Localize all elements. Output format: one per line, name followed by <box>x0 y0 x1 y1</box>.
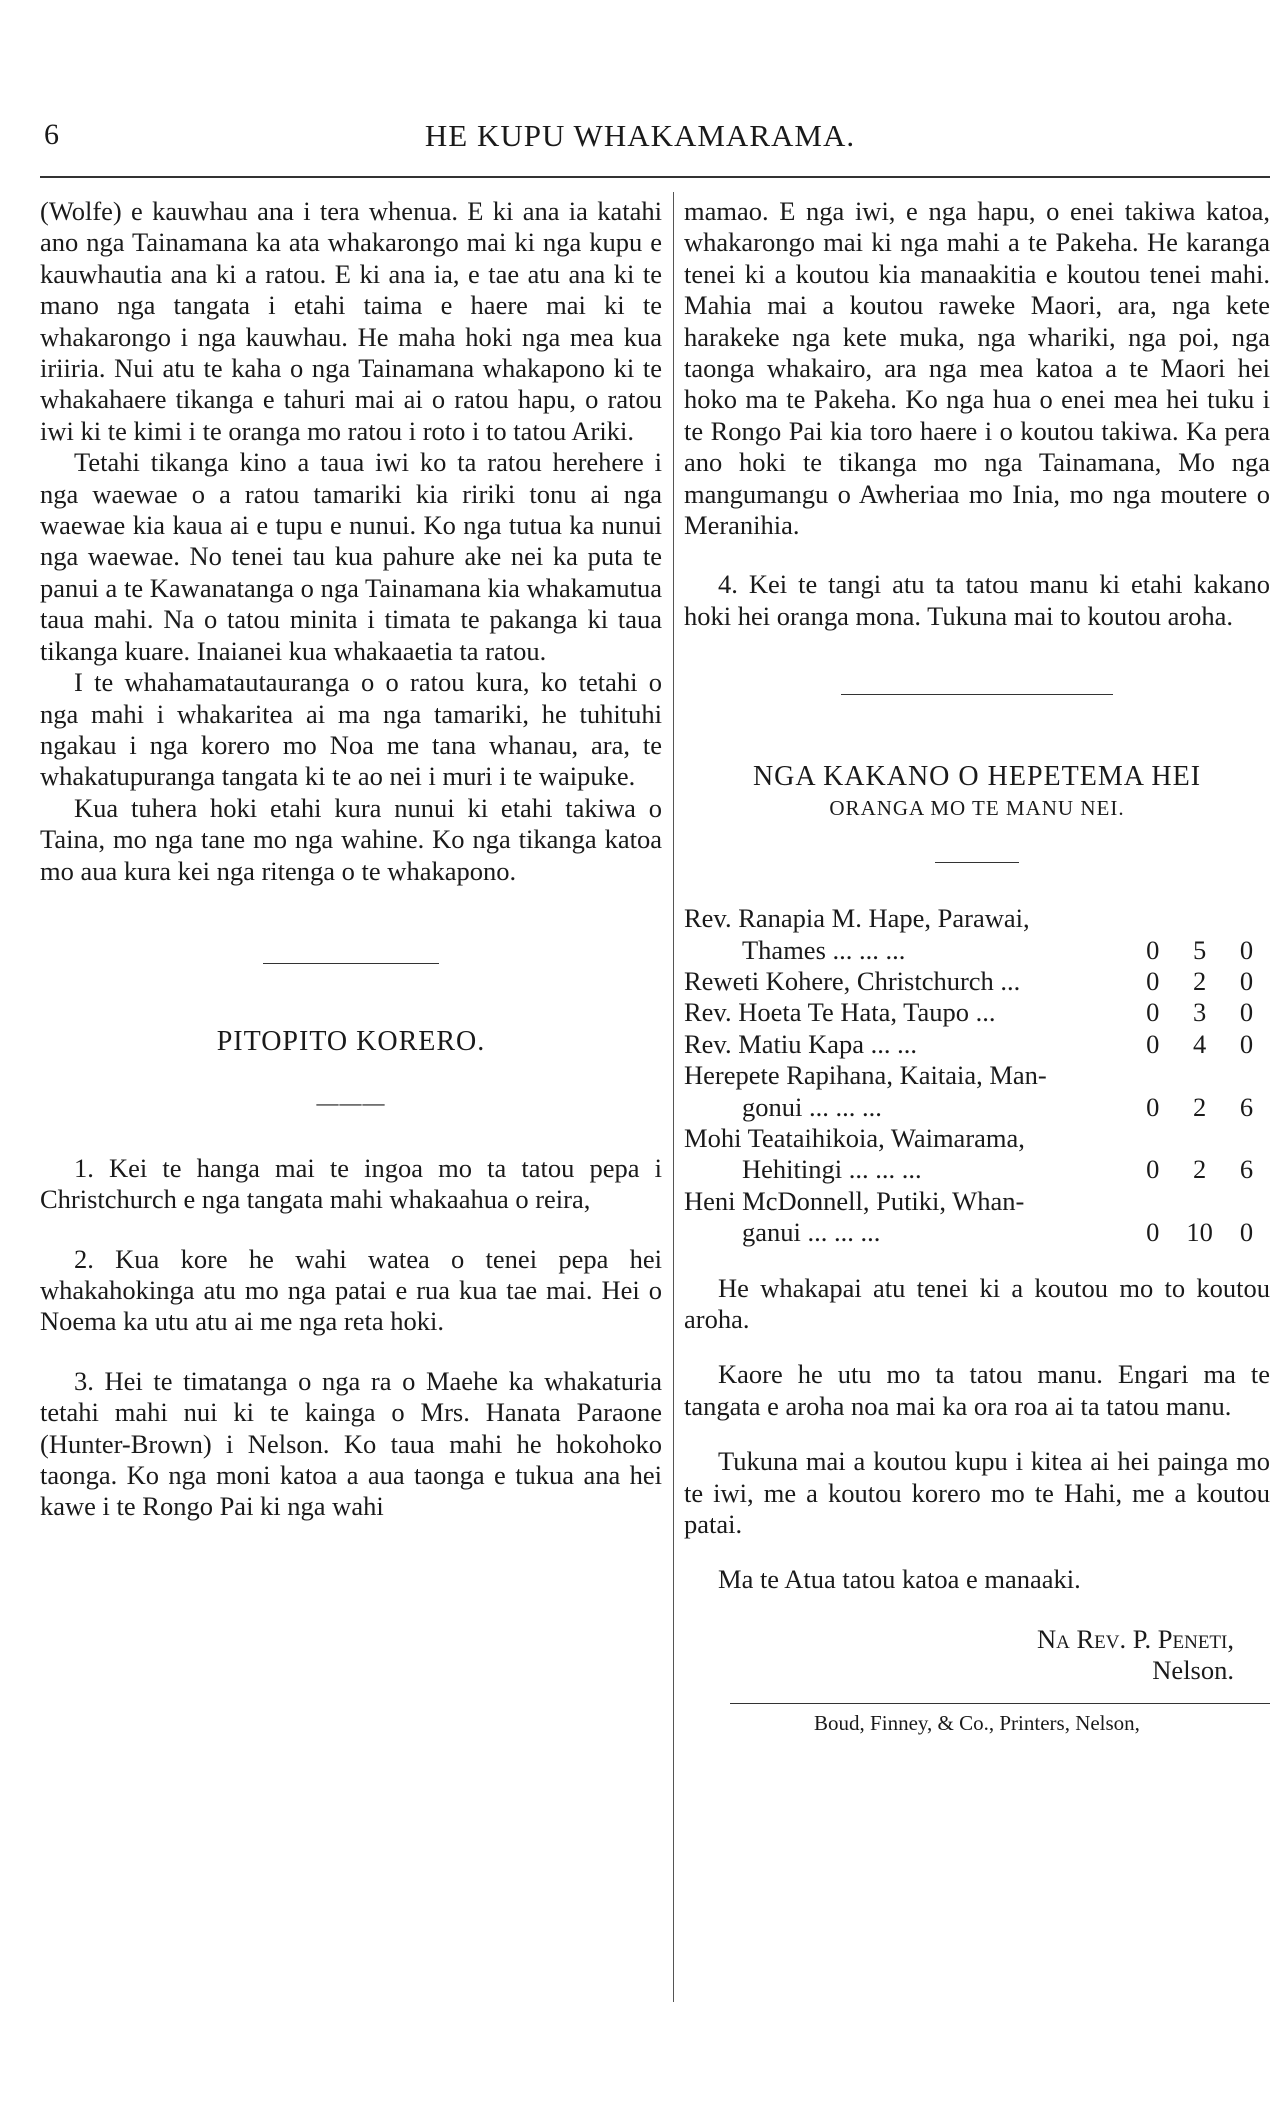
closing-paragraph: He whakapai atu tenei ki a koutou mo to koutou aroha. <box>684 1272 1270 1334</box>
donor-name: Rev. Ranapia M. Hape, Parawai, <box>684 903 1030 934</box>
shillings: 10 <box>1186 1217 1213 1248</box>
printer-line: Boud, Finney, & Co., Printers, Nelson, <box>814 1710 1140 1735</box>
pence: 6 <box>1239 1091 1254 1122</box>
pounds: 0 <box>1146 965 1160 996</box>
list-rule <box>935 862 1019 863</box>
list-item <box>684 1186 1270 1249</box>
note-1: 1. Kei te hanga mai te ingoa mo ta tatou pepa i Christchurch e nga tangata mahi whakaahua o reira, <box>40 1152 662 1215</box>
donor-name: Reweti Kohere, Christchurch ... <box>684 965 1021 996</box>
pence: 0 <box>1239 997 1254 1028</box>
note-4: 4. Kei te tangi atu ta tatou manu ki etahi kakano hoki hei oranga mona. Tukuna mai to koutou aroha. <box>684 569 1270 631</box>
pounds: 0 <box>1146 1028 1160 1059</box>
list-item <box>684 997 1270 1028</box>
donor-name: Herepete Rapihana, Kaitaia, Man- <box>684 1060 1047 1091</box>
contribution-list <box>684 903 1270 1248</box>
pounds: 0 <box>1146 1154 1160 1185</box>
paragraph: (Wolfe) e kauwhau ana i tera whenua. E ki ana ia katahi ano nga Tainamana ka ata whakarongo mai ki nga kupu e kauwhautia ana ki a ratou. E ki ana ia, e tae atu ana ki te mano nga tangata i etahi taima e haere mai ki te whakarongo i nga kauwhau. He maha hoki nga mea kua iriiria. Nui atu te kaha o nga Tainamana whakapono ki te whakahaere tikanga e tahuri mai ai o ratou hapu, o ratou iwi ki te kimi i te oranga mo ratou i roto i to tatou Ariki. <box>40 196 662 446</box>
paragraph: I te whahamatautauranga o o ratou kura, ko tetahi o nga mahi i whakaritea ai ma nga tamariki, he tuhituhi ngakau i nga korero mo Noa me tana whanau, ara, te whakatupuranga tangata ki te ao nei i muri i te waipuke. <box>40 667 662 792</box>
donor-name-cont: gonui ... ... ... <box>742 1091 882 1122</box>
pounds: 0 <box>1146 997 1160 1028</box>
donor-name: Rev. Hoeta Te Hata, Taupo ... <box>684 997 996 1028</box>
column-divider <box>673 192 674 2002</box>
shillings: 5 <box>1193 934 1207 965</box>
section-title: PITOPITO KORERO. <box>216 1025 486 1057</box>
pence: 0 <box>1239 934 1254 965</box>
signature: Na Rev. P. Peneti, <box>1036 1623 1234 1654</box>
shillings: 2 <box>1193 1091 1207 1122</box>
page-number: 6 <box>44 118 59 151</box>
list-title: NGA KAKANO O HEPETEMA HEI <box>752 761 1202 793</box>
list-item <box>684 903 1270 966</box>
shillings: 2 <box>1193 1154 1207 1185</box>
donor-name: Mohi Teataihikoia, Waimarama, <box>684 1122 1025 1153</box>
list-subtitle: ORANGA MO TE MANU NEI. <box>829 795 1125 820</box>
donor-name: Rev. Matiu Kapa ... ... <box>684 1028 918 1059</box>
shillings: 2 <box>1193 965 1207 996</box>
paragraph: Tetahi tikanga kino a taua iwi ko ta ratou herehere i nga waewae o a ratou tamariki kia ririki tonu ai nga waewae kia kaua ai e tupu e nunui. Ko nga tutua ka nunui nga waewae. No tenei tau kua pahure ake nei ka puta te panui a te Kawanatanga o nga Tainamana kia whakamutua taua mahi. Na o tatou minita i timata te pakanga ki taua tikanga kuare. Inaianei kua whakaaetia ta ratou. <box>40 447 662 666</box>
closing-paragraph: Ma te Atua tatou katoa e manaaki. <box>718 1564 1081 1595</box>
section-rule <box>263 963 439 964</box>
donor-name: Heni McDonnell, Putiki, Whan- <box>684 1185 1025 1216</box>
note-2: 2. Kua kore he wahi watea o tenei pepa hei whakahokinga atu mo nga patai e rua kua tae mai. Hei o Noema ka utu atu ai me nga reta hoki. <box>40 1243 662 1337</box>
pence: 0 <box>1239 965 1254 996</box>
donor-name-cont: Hehitingi ... ... ... <box>742 1154 922 1185</box>
pence: 0 <box>1239 1028 1254 1059</box>
note-3: 3. Hei te timatanga o nga ra o Maehe ka whakaturia tetahi mahi nui ki te kainga o Mrs. Hanata Paraone (Hunter-Brown) i Nelson. Ko taua mahi he hokohoko taonga. Ko nga moni katoa a aua taonga e tukua ana hei kawe i te Rongo Pai ki nga wahi <box>40 1365 662 1522</box>
closing-paragraph: Tukuna mai a koutou kupu i kitea ai hei painga mo te iwi, me a koutou korero mo te Hahi, me a koutou patai. <box>684 1446 1270 1539</box>
list-item <box>684 1123 1270 1186</box>
pence: 0 <box>1239 1217 1254 1248</box>
signature-place: Nelson. <box>1152 1655 1234 1686</box>
header-rule <box>40 176 1270 178</box>
shillings: 4 <box>1193 1028 1207 1059</box>
list-item <box>684 1060 1270 1123</box>
donor-name-cont: ganui ... ... ... <box>742 1217 881 1248</box>
list-item <box>684 1029 1270 1060</box>
closing-paragraph: Kaore he utu mo ta tatou manu. Engari ma te tangata e aroha noa mai ka ora roa ai ta tatou manu. <box>684 1359 1270 1421</box>
pounds: 0 <box>1146 1091 1160 1122</box>
pence: 6 <box>1239 1154 1254 1185</box>
section-rule <box>841 694 1113 695</box>
continuation-paragraph: mamao. E nga iwi, e nga hapu, o enei takiwa katoa, whakarongo mai ki nga mahi a te Pakeha. He karanga tenei ki a koutou kia manaakitia e koutou tenei mahi. Mahia mai a koutou raweke Maori, ara, nga kete harakeke nga kete muka, nga whariki, nga poi, nga taonga whakairo, ara nga mea katoa a te Maori hei hoko ma te Pakeha. Ko nga hua o enei mea hei tuku i te Rongo Pai kia toro haere i o koutou takiwa. Ka pera ano hoki te tikanga mo nga Tainamana, Mo nga mangumangu o Awheriaa mo Inia, mo nga moutere o Meranihia. <box>684 196 1270 541</box>
list-item <box>684 966 1270 997</box>
paragraph: Kua tuhera hoki etahi kura nunui ki etahi takiwa o Taina, mo nga tane mo nga wahine. Ko nga tikanga katoa mo aua kura kei nga ritenga o te whakapono. <box>40 792 662 886</box>
right-column <box>684 196 1270 1739</box>
footer-rule <box>730 1703 1270 1704</box>
donor-name-cont: Thames ... ... ... <box>742 934 906 965</box>
pounds: 0 <box>1146 1217 1160 1248</box>
pounds: 0 <box>1146 934 1160 965</box>
section-divider: ——— <box>316 1090 386 1116</box>
shillings: 3 <box>1193 997 1207 1028</box>
running-title: HE KUPU WHAKAMARAMA. <box>424 118 856 153</box>
left-column <box>40 196 662 1523</box>
